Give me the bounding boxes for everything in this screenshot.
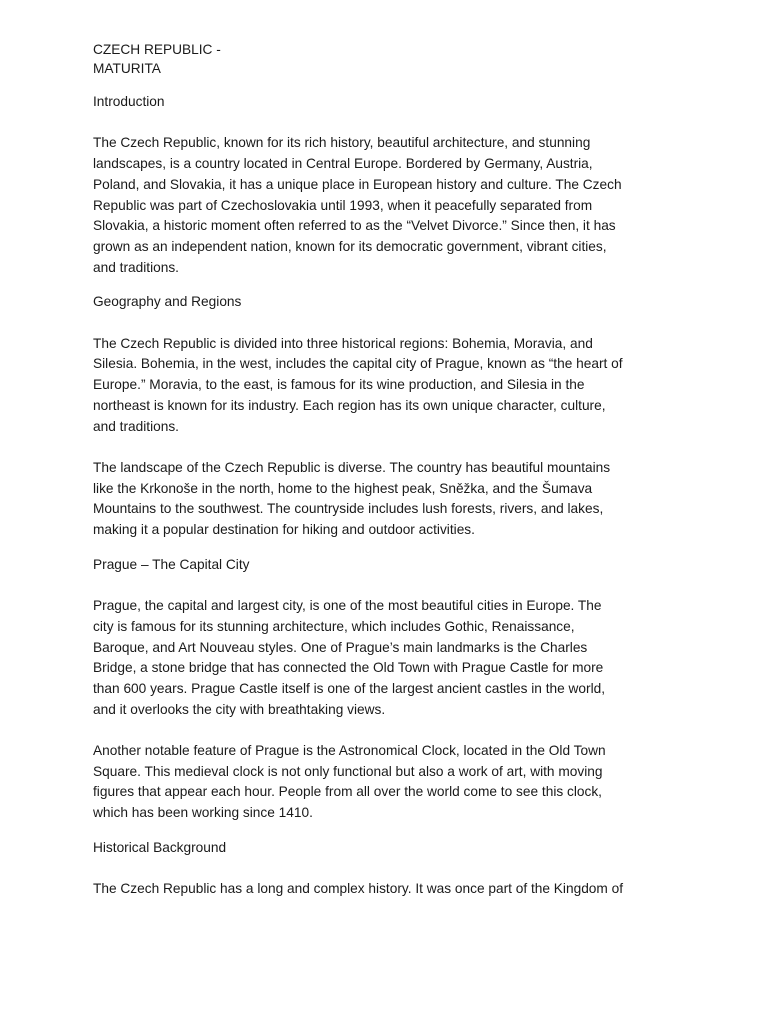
paragraph-line: and traditions. xyxy=(93,259,179,275)
paragraph xyxy=(93,334,693,438)
paragraph-line: making it a popular destination for hiking and outdoor activities. xyxy=(93,522,475,538)
document-title xyxy=(93,40,693,78)
paragraph-line: Bridge, a stone bridge that has connected the Old Town with Prague Castle for more xyxy=(93,660,604,676)
section-heading: Geography and Regions xyxy=(93,294,242,310)
document-body xyxy=(93,92,693,900)
paragraph-line: northeast is known for its industry. Each region has its own unique character, culture, xyxy=(93,397,606,413)
paragraph-line: Republic was part of Czechoslovakia until 1993, when it peacefully separated from xyxy=(93,197,593,213)
paragraph xyxy=(93,596,693,720)
paragraph xyxy=(93,741,693,824)
paragraph-line: Prague, the capital and largest city, is one of the most beautiful cities in Europe. The xyxy=(93,598,602,614)
paragraph-line: than 600 years. Prague Castle itself is one of the largest ancient castles in the world, xyxy=(93,680,606,696)
paragraph-line: city is famous for its stunning architecture, which includes Gothic, Renaissance, xyxy=(93,618,575,634)
paragraph-line: figures that appear each hour. People from all over the world come to see this clock, xyxy=(93,784,602,800)
paragraph-line: which has been working since 1410. xyxy=(93,805,313,821)
paragraph-line: Slovakia, a historic moment often referred to as the “Velvet Divorce.” Since then, it has xyxy=(93,218,616,234)
paragraph-line: Baroque, and Art Nouveau styles. One of Prague’s main landmarks is the Charles xyxy=(93,639,588,655)
title-line: MATURITA xyxy=(93,61,161,76)
paragraph-line: Poland, and Slovakia, it has a unique place in European history and culture. The Czech xyxy=(93,176,622,192)
paragraph-line: Europe.” Moravia, to the east, is famous for its wine production, and Silesia in the xyxy=(93,377,585,393)
paragraph-line: and it overlooks the city with breathtaking views. xyxy=(93,701,386,717)
document-page xyxy=(93,40,693,900)
paragraph-line: grown as an independent nation, known for its democratic government, vibrant cities, xyxy=(93,238,607,254)
paragraph xyxy=(93,458,693,541)
paragraph-line: Silesia. Bohemia, in the west, includes the capital city of Prague, known as “the heart of xyxy=(93,356,623,372)
title-line: CZECH REPUBLIC - xyxy=(93,42,221,57)
paragraph-line: Mountains to the southwest. The countryside includes lush forests, rivers, and lakes, xyxy=(93,501,604,517)
paragraph-line: like the Krkonoše in the north, home to the highest peak, Sněžka, and the Šumava xyxy=(93,480,593,496)
paragraph-line: The landscape of the Czech Republic is diverse. The country has beautiful mountains xyxy=(93,459,611,475)
paragraph-line: and traditions. xyxy=(93,418,179,434)
section-heading: Historical Background xyxy=(93,839,227,855)
section-heading: Prague – The Capital City xyxy=(93,556,250,572)
paragraph-line: The Czech Republic is divided into three historical regions: Bohemia, Moravia, and xyxy=(93,335,593,351)
paragraph-line: Square. This medieval clock is not only functional but also a work of art, with moving xyxy=(93,763,603,779)
paragraph xyxy=(93,879,693,900)
paragraph-line: The Czech Republic has a long and complex history. It was once part of the Kingdom of xyxy=(93,881,624,897)
paragraph-line: The Czech Republic, known for its rich history, beautiful architecture, and stunning xyxy=(93,135,591,151)
paragraph xyxy=(93,133,693,278)
section-heading: Introduction xyxy=(93,94,165,109)
paragraph-line: landscapes, is a country located in Central Europe. Bordered by Germany, Austria, xyxy=(93,156,593,172)
paragraph-line: Another notable feature of Prague is the Astronomical Clock, located in the Old Town xyxy=(93,743,606,759)
